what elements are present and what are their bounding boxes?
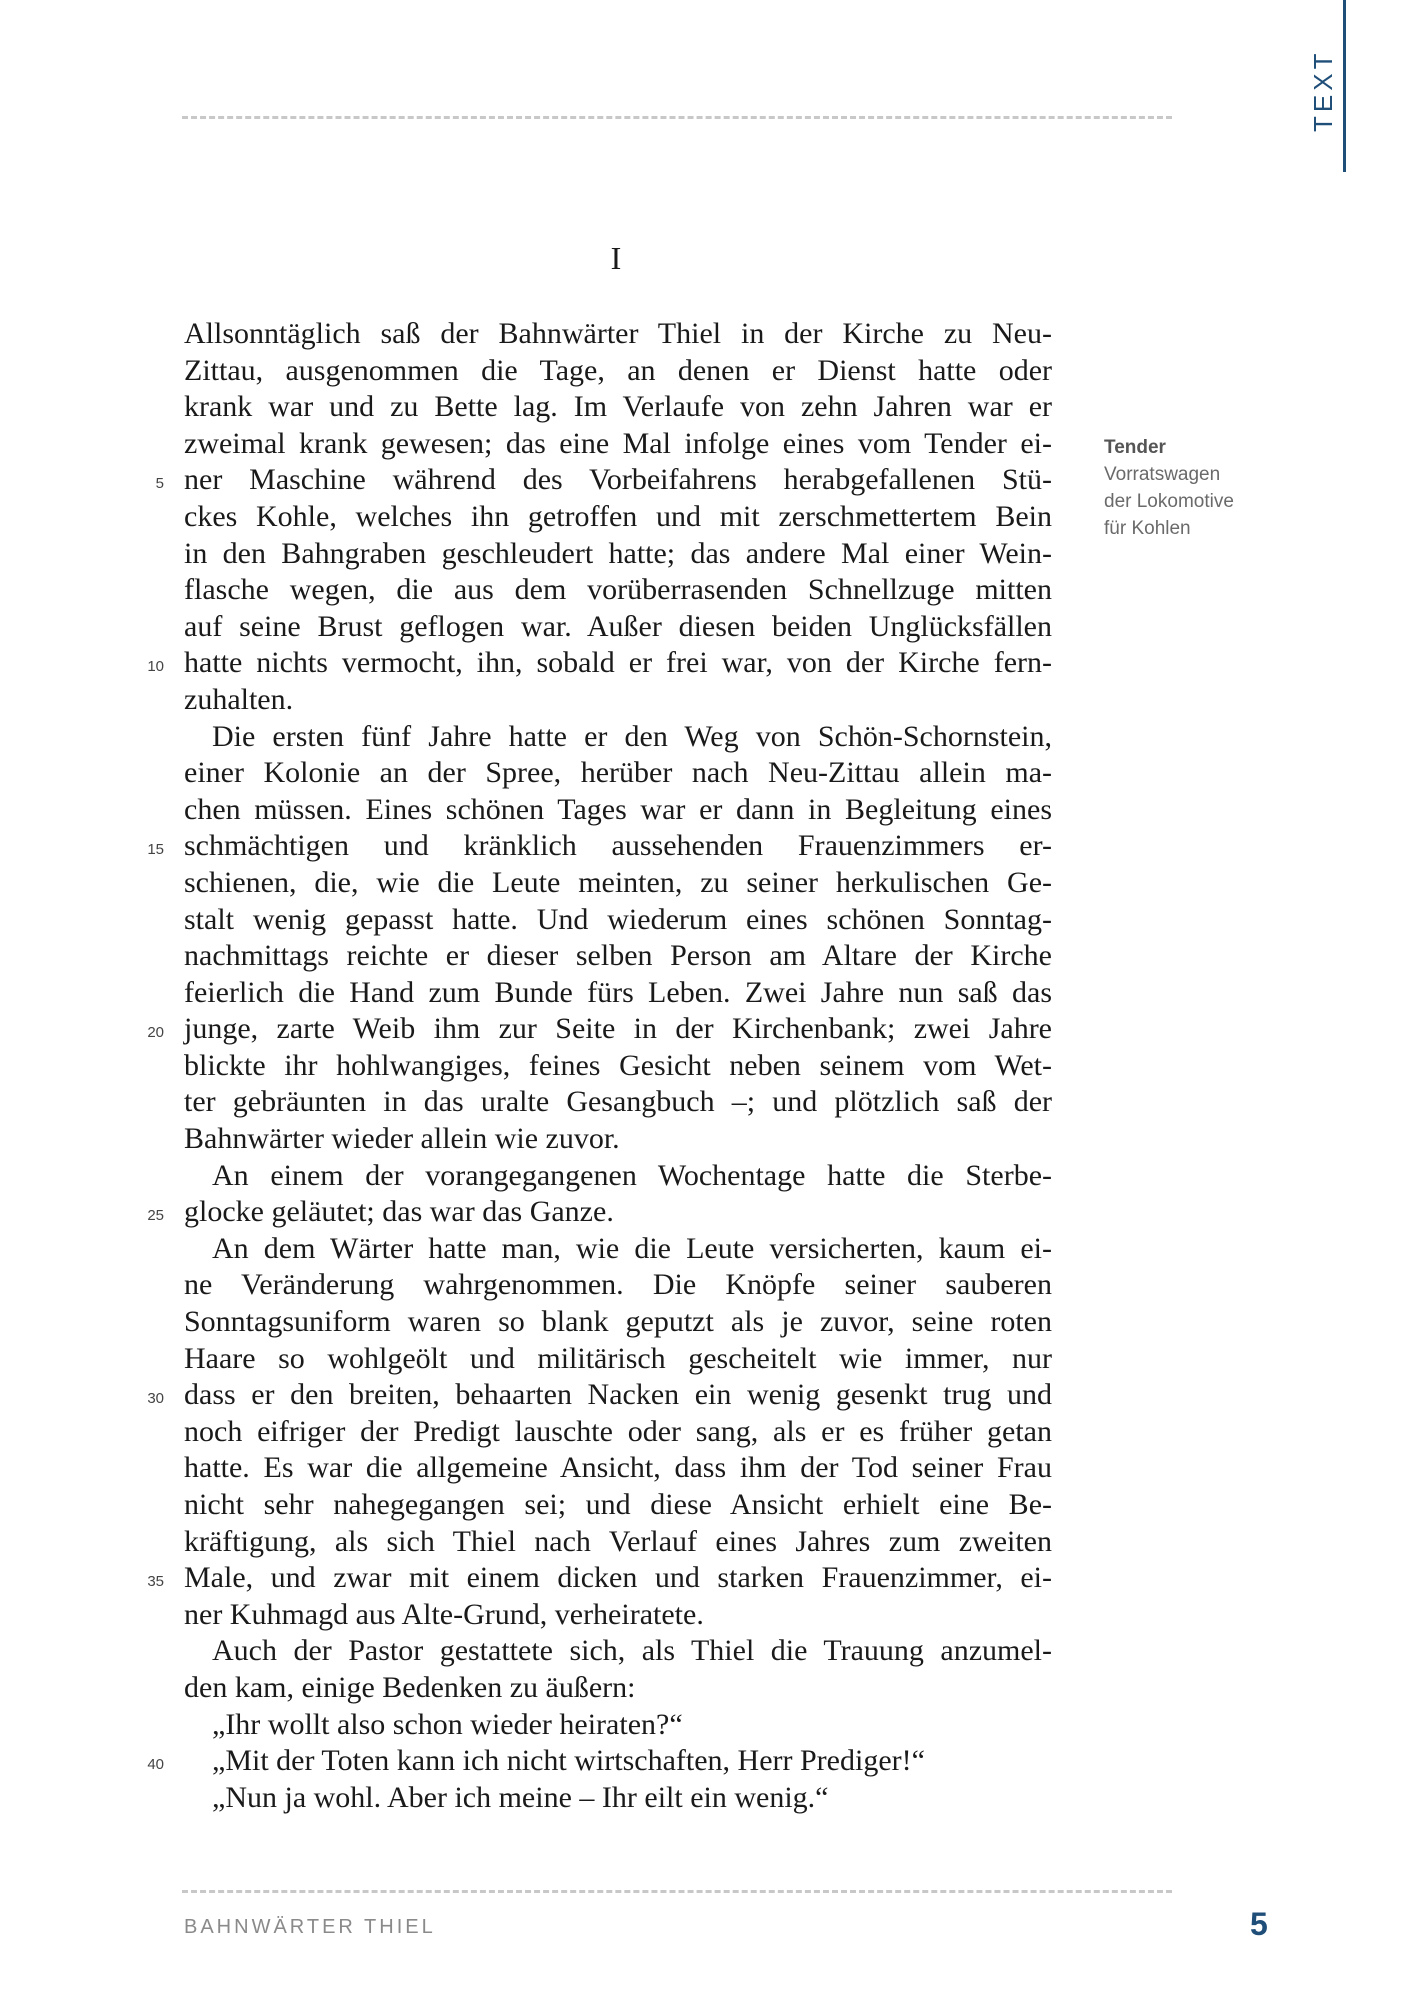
body-text: [184, 316, 1052, 1816]
text-line: glocke geläutet; das war das Ganze.: [184, 1195, 614, 1229]
text-line: dass er den breiten, behaarten Nacken ein wenig gesenkt trug und: [184, 1378, 1052, 1412]
text-line: zweimal krank gewesen; das eine Mal infolge eines vom Tender ei-: [184, 426, 1052, 460]
gloss-term: Tender: [1104, 437, 1166, 458]
text-line: auf seine Brust geflogen war. Außer diesen beiden Unglücksfällen: [184, 609, 1052, 643]
text-line: feierlich die Hand zum Bunde fürs Leben. Zwei Jahre nun saß das: [184, 975, 1052, 1009]
text-line: flasche wegen, die aus dem vorüberrasenden Schnellzuge mitten: [184, 573, 1052, 607]
margin-gloss: [1104, 434, 1234, 542]
line-number: 15: [147, 841, 164, 859]
text-line: „Ihr wollt also schon wieder heiraten?“: [212, 1707, 683, 1741]
text-line: nicht sehr nahegegangen sei; und diese Ansicht erhielt eine Be-: [184, 1488, 1052, 1521]
text-line: Allsonntäglich saß der Bahnwärter Thiel in der Kirche zu Neu-: [184, 317, 1052, 350]
text-line: Bahnwärter wieder allein wie zuvor.: [184, 1122, 620, 1156]
text-line: Sonntagsuniform waren so blank geputzt als je zuvor, seine roten: [184, 1305, 1052, 1339]
chapter-number: I: [610, 240, 622, 276]
line-number: 5: [155, 475, 164, 493]
text-line: hatte. Es war die allgemeine Ansicht, dass ihm der Tod seiner Frau: [184, 1451, 1052, 1485]
gloss-definition-line: der Lokomotive: [1104, 491, 1234, 512]
text-line: ter gebräunten in das uralte Gesangbuch –; und plötzlich saß der: [184, 1085, 1052, 1119]
text-line: „Nun ja wohl. Aber ich meine – Ihr eilt ein wenig.“: [212, 1780, 829, 1814]
text-line: hatte nichts vermocht, ihn, sobald er frei war, von der Kirche fern-: [184, 646, 1052, 680]
text-line: stalt wenig gepasst hatte. Und wiederum eines schönen Sonntag-: [184, 902, 1052, 936]
text-line: Die ersten fünf Jahre hatte er den Weg von Schön-Schornstein,: [212, 719, 1052, 753]
text-line: ner Maschine während des Vorbeifahrens herabgefallenen Stü-: [184, 463, 1052, 497]
line-number: 35: [147, 1573, 164, 1591]
text-line: in den Bahngraben geschleudert hatte; das andere Mal einer Wein-: [184, 536, 1052, 570]
text-line: nachmittags reichte er dieser selben Person am Altare der Kirche: [184, 939, 1052, 973]
gloss-definition-line: für Kohlen: [1104, 518, 1191, 539]
text-line: den kam, einige Bedenken zu äußern:: [184, 1670, 636, 1704]
page-number: 5: [1250, 1906, 1268, 1942]
bottom-dashed-rule: [182, 1890, 1172, 1893]
line-number: 25: [147, 1207, 164, 1225]
text-line: ner Kuhmagd aus Alte-Grund, verheiratete.: [184, 1597, 704, 1631]
line-number: 40: [147, 1756, 164, 1774]
text-line: kräftigung, als sich Thiel nach Verlauf eines Jahres zum zweiten: [184, 1524, 1052, 1558]
text-line: Auch der Pastor gestattete sich, als Thiel die Trauung anzumel-: [212, 1634, 1052, 1668]
running-title: BAHNWÄRTER THIEL: [184, 1916, 436, 1938]
text-line: krank war und zu Bette lag. Im Verlaufe von zehn Jahren war er: [184, 390, 1052, 424]
line-number: 10: [147, 658, 164, 676]
text-line: blickte ihr hohlwangiges, feines Gesicht neben seinem vom Wet-: [184, 1048, 1052, 1082]
text-line: junge, zarte Weib ihm zur Seite in der Kirchenbank; zwei Jahre: [184, 1012, 1052, 1046]
text-line: chen müssen. Eines schönen Tages war er dann in Begleitung eines: [184, 792, 1052, 826]
text-line: einer Kolonie an der Spree, herüber nach Neu-Zittau allein ma-: [184, 756, 1052, 790]
text-line: zuhalten.: [184, 682, 294, 716]
top-dashed-rule: [182, 116, 1172, 119]
text-line: ckes Kohle, welches ihn getroffen und mit zerschmettertem Bein: [184, 499, 1052, 533]
gloss-definition-line: Vorratswagen: [1104, 464, 1221, 485]
text-line: schmächtigen und kränklich aussehenden Frauenzimmers er-: [184, 829, 1052, 863]
line-number: 30: [147, 1390, 164, 1408]
text-line: Haare so wohlgeölt und militärisch gescheitelt wie immer, nur: [184, 1341, 1052, 1375]
text-line: Male, und zwar mit einem dicken und starken Frauenzimmer, ei-: [184, 1561, 1052, 1595]
text-line: noch eifriger der Predigt lauschte oder sang, als er es früher getan: [184, 1414, 1052, 1448]
text-line: An einem der vorangegangenen Wochentage hatte die Sterbe-: [212, 1158, 1052, 1192]
text-line: „Mit der Toten kann ich nicht wirtschaften, Herr Prediger!“: [212, 1744, 925, 1778]
side-tab-rule: [1343, 0, 1346, 172]
text-line: Zittau, ausgenommen die Tage, an denen er Dienst hatte oder: [184, 353, 1052, 387]
text-line: schienen, die, wie die Leute meinten, zu seiner herkulischen Ge-: [184, 865, 1052, 899]
line-number: 20: [147, 1024, 164, 1042]
side-tab-label: TEXT: [1308, 49, 1338, 132]
text-line: An dem Wärter hatte man, wie die Leute versicherten, kaum ei-: [212, 1231, 1052, 1265]
text-line: ne Veränderung wahrgenommen. Die Knöpfe seiner sauberen: [184, 1268, 1052, 1302]
